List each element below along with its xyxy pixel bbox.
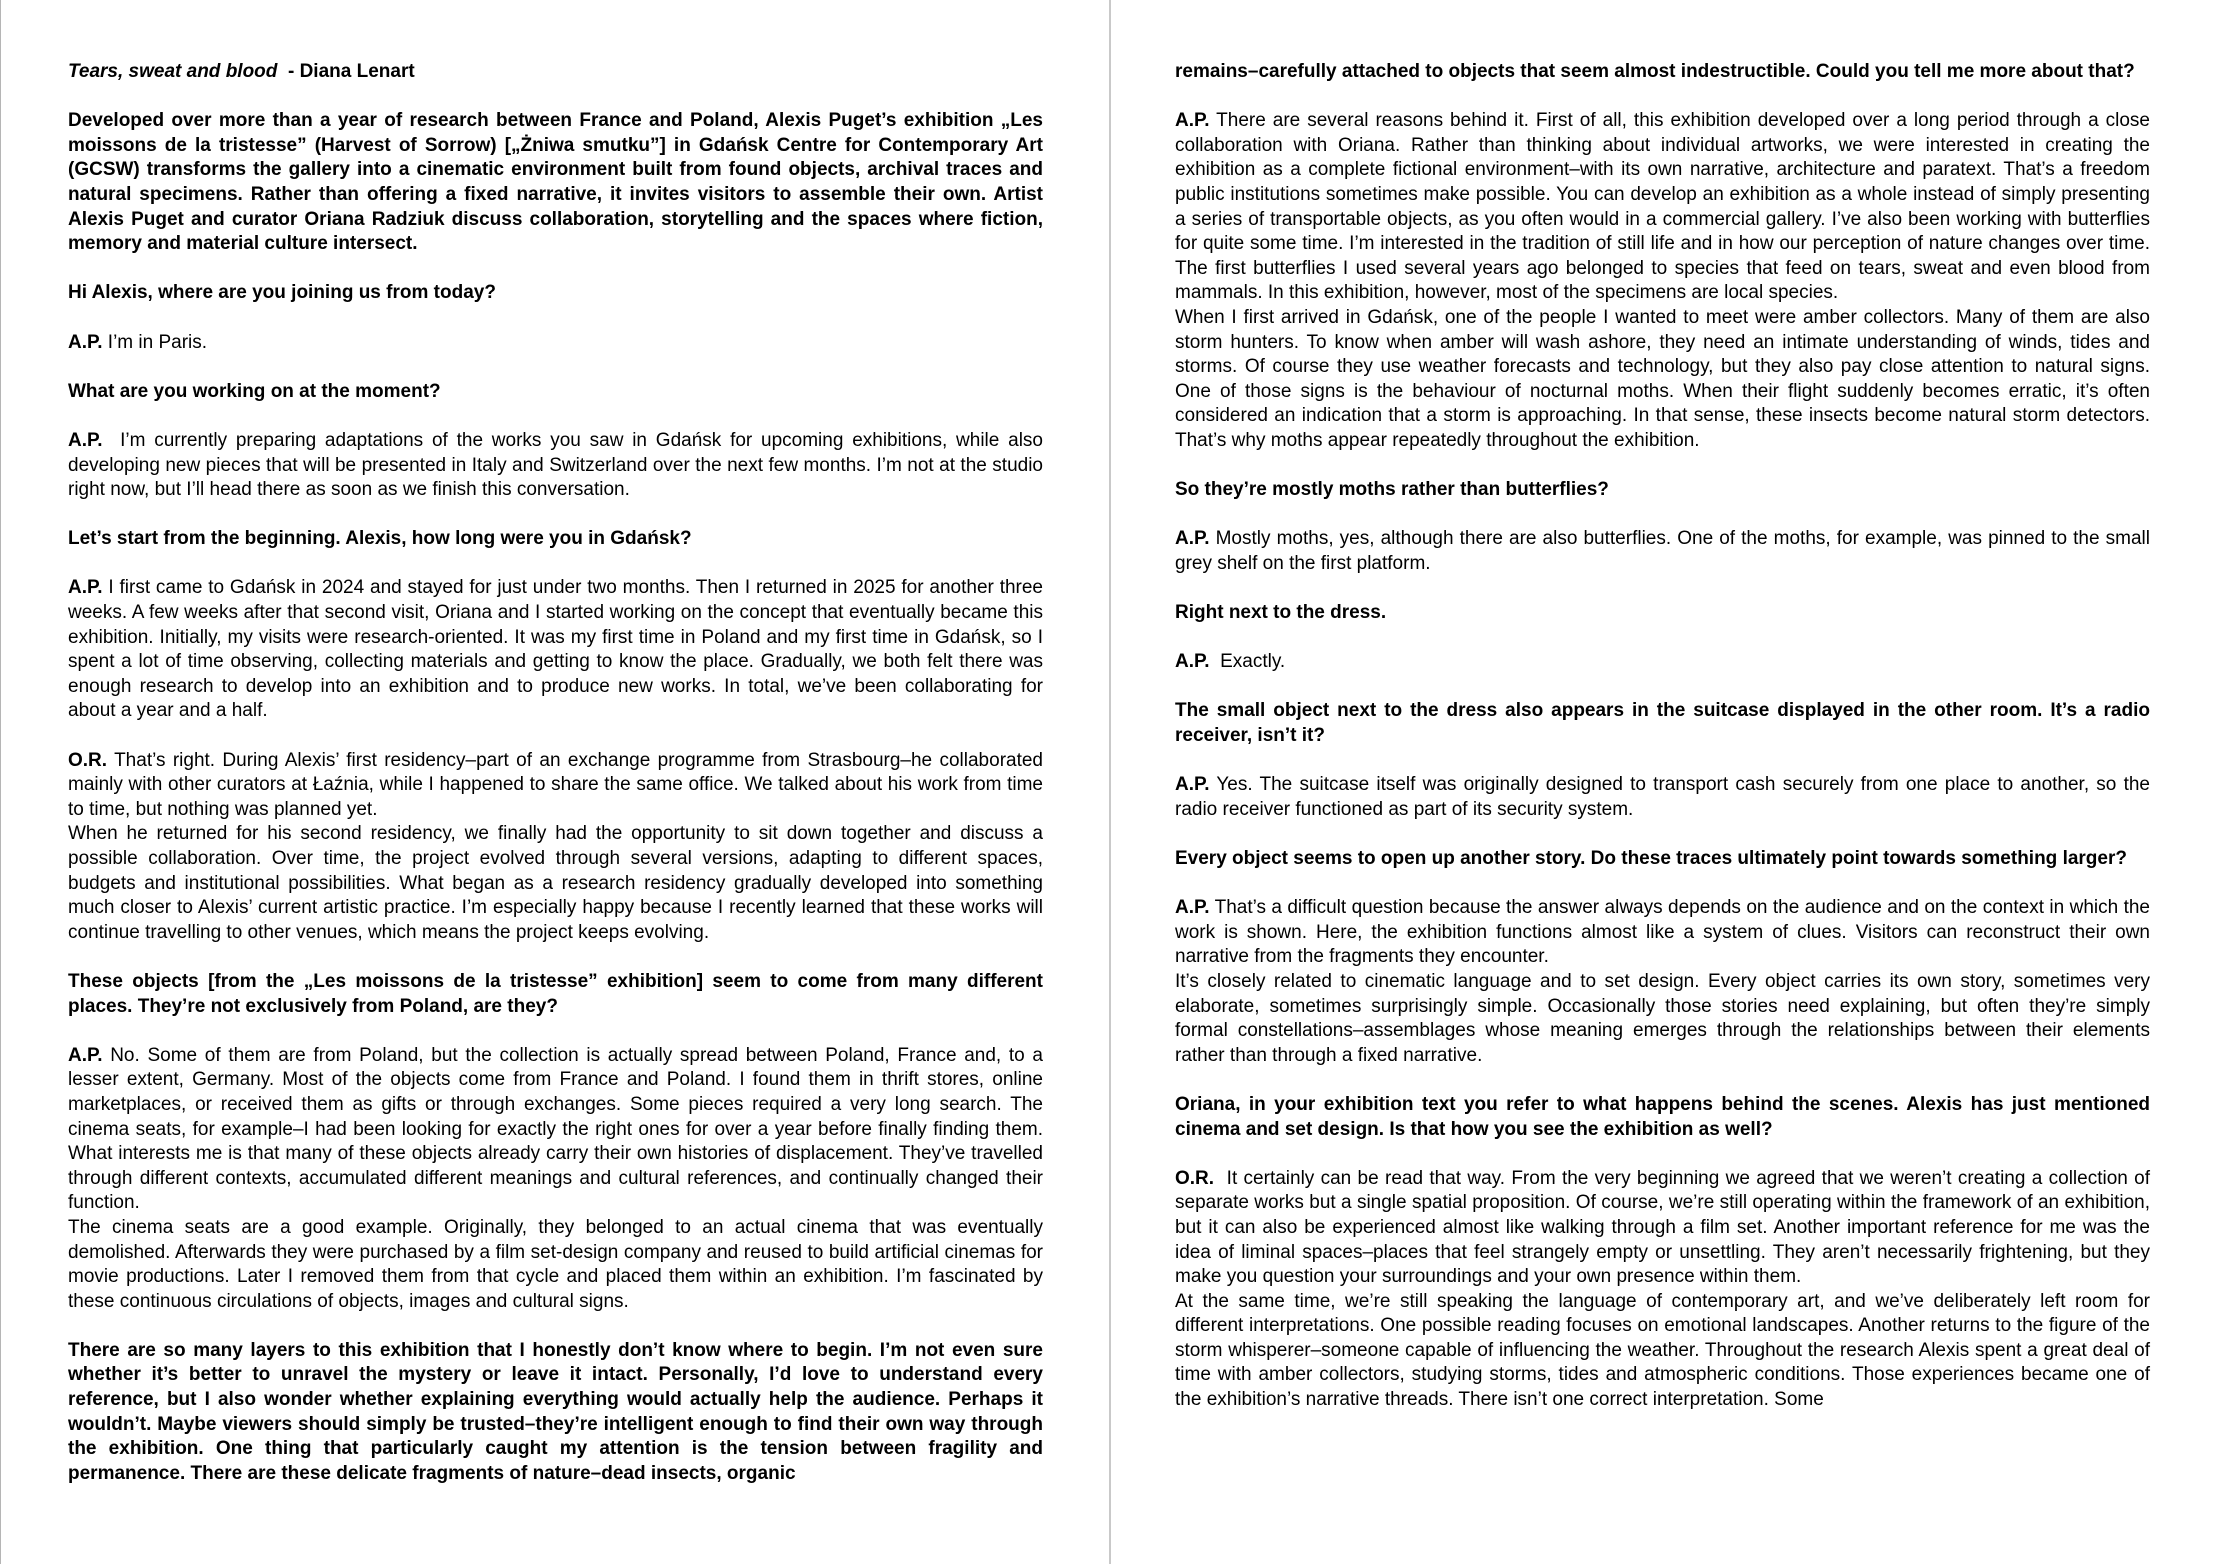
intro-paragraph: Developed over more than a year of research between France and Poland, Alexis Puget’s exhibition „Les moissons de la tristesse” (Harvest of Sorrow) [„Żniwa smutku”] in Gdańsk Centre for Contemporary Art (GCSW) transforms the gallery into a cinematic environment built from found objects, archival traces and natural specimens. Rather than offering a fixed narrative, it invites visitors to assemble their own. Artist Alexis Puget and curator Oriana Radziuk discuss collaboration, storytelling and the spaces where fiction, memory and material culture intersect.: [68, 110, 1043, 255]
answer-9: [1175, 773, 2150, 822]
question-1: Hi Alexis, where are you joining us from today?: [68, 282, 496, 304]
answer-10: [1175, 896, 2150, 970]
question-9: Every object seems to open up another story. Do these traces ultimately point towards something larger?: [1175, 848, 2127, 869]
answer-text: Exactly.: [1209, 651, 1286, 673]
speaker-label: A.P.: [68, 331, 103, 353]
question-4: These objects [from the „Les moissons de la tristesse” exhibition] seem to come from many different places. They’re not exclusively from Poland, are they?: [68, 970, 1043, 1017]
question-6: So they’re mostly moths rather than butterflies?: [1175, 479, 1609, 501]
title-separator: -: [277, 61, 300, 82]
article-author: Diana Lenart: [299, 61, 415, 82]
answer-11: [1175, 1167, 2156, 1290]
answer-5: [68, 1044, 1043, 1216]
answer-text: Mostly moths, yes, although there are also butterflies. One of the moths, for example, was pinned to the small grey shelf on the first platform.: [1175, 528, 2150, 574]
speaker-label: A.P.: [68, 1044, 103, 1066]
article-title-italic: Tears, sweat and blood: [68, 61, 278, 82]
answer-6: [1175, 109, 2150, 306]
answer-10-continued: It’s closely related to cinematic language and to set design. Every object carries its own story, sometimes very elaborate, sometimes surprisingly simple. Occasionally those stories need explaining, but often they’re simply formal constellations–assemblages whose meaning emerges through the relationships between their elements rather than through a fixed narrative.: [1175, 970, 2150, 1066]
question-5: There are so many layers to this exhibition that I honestly don’t know where to begin. I’m not even sure whether it’s better to unravel the mystery or leave it intact. Personally, I’d love to understand every reference, but I also wonder whether explaining everything would actually help the audience. Perhaps it wouldn’t. Maybe viewers should simply be trusted–they’re intelligent enough to find their own way through the exhibition. One thing that particularly caught my attention is the tension between fragility and permanence. There are these delicate fragments of nature–dead insects, organic: [68, 1339, 1043, 1484]
answer-text: I first came to Gdańsk in 2024 and stayed for just under two months. Then I returned in 2025 for another three weeks. A few weeks after that second visit, Oriana and I started working on the concept that eventually became this exhibition. Initially, my visits were research-oriented. It was my first time in Poland and my first time in Gdańsk, so I spent a lot of time observing, collecting materials and getting to know the place. Gradually, we both felt there was enough research to develop into an exhibition and to produce new works. In total, we’ve been collaborating for about a year and a half.: [68, 577, 1043, 722]
speaker-label: A.P.: [1175, 528, 1210, 550]
answer-text: I’m currently preparing adaptations of the works you saw in Gdańsk for upcoming exhibitions, while also developing new pieces that will be presented in Italy and Switzerland over the next few months. I’m not at the studio right now, but I’ll head there as soon as we finish this conversation.: [68, 429, 1049, 501]
speaker-label: A.P.: [1175, 897, 1210, 919]
answer-3: [68, 576, 1043, 724]
speaker-label: A.P.: [68, 429, 103, 451]
question-7: Right next to the dress.: [1175, 602, 1387, 624]
answer-text: That’s a difficult question because the answer always depends on the audience and on the context in which the work is shown. Here, the exhibition functions almost like a system of clues. Visitors can reconstruct their own narrative from the fragments they encounter.: [1175, 897, 2150, 968]
question-3: Let’s start from the beginning. Alexis, how long were you in Gdańsk?: [68, 528, 692, 550]
right-page: [1111, 0, 2214, 1564]
answer-4: [68, 749, 1043, 823]
speaker-label: A.P.: [1175, 651, 1210, 673]
right-column: [1175, 60, 2156, 1413]
answer-11-continued: At the same time, we’re still speaking the language of contemporary art, and we’ve deliberately left room for different interpretations. One possible reading focuses on emotional landscapes. Another returns to the figure of the storm whisperer–someone capable of influencing the weather. Throughout the research Alexis spent a great deal of time with amber collectors, studying storms, tides and atmospheric conditions. Those experiences became one of the exhibition’s narrative threads. There isn’t one correct interpretation. Some: [1175, 1290, 2150, 1411]
answer-8: [1175, 650, 2150, 675]
speaker-label: A.P.: [1175, 774, 1210, 796]
answer-6-continued: When I first arrived in Gdańsk, one of the people I wanted to meet were amber collectors. Many of them are also storm hunters. To know when amber will wash ashore, they need an intimate understanding of winds, tides and storms. Of course they use weather forecasts and technology, but they also pay close attention to natural signs. One of those signs is the behaviour of nocturnal moths. When their flight suddenly becomes erratic, it’s often considered an indication that a storm is approaching. In that sense, these insects become natural storm detectors. That’s why moths appear repeatedly throughout the exhibition.: [1175, 306, 2150, 451]
question-5-continued: remains–carefully attached to objects that seem almost indestructible. Could you tell me more about that?: [1175, 61, 2135, 82]
question-2: What are you working on at the moment?: [68, 380, 441, 402]
speaker-label: O.R.: [1175, 1167, 1215, 1189]
question-10: Oriana, in your exhibition text you refer to what happens behind the scenes. Alexis has just mentioned cinema and set design. Is that how you see the exhibition as well?: [1175, 1093, 2150, 1140]
answer-2: [68, 429, 1049, 503]
answer-5-continued: The cinema seats are a good example. Originally, they belonged to an actual cinema that was eventually demolished. Afterwards they were purchased by a film set-design company and reused to build artificial cinemas for movie productions. Later I removed them from that cycle and placed them within an exhibition. I’m fascinated by these continuous circulations of objects, images and cultural signs.: [68, 1216, 1043, 1312]
answer-text: Yes. The suitcase itself was originally designed to transport cash securely from one place to another, so the radio receiver functioned as part of its security system.: [1175, 774, 2150, 820]
answer-1: [68, 331, 1043, 356]
answer-text: It certainly can be read that way. From the very beginning we agreed that we weren’t creating a collection of separate works but a single spatial proposition. Of course, we’re still operating within the framework of an exhibition, but it can also be experienced almost like walking through a film set. Another important reference for me was the idea of liminal spaces–places that feel strangely empty or unsettling. They aren’t necessarily frightening, but they make you question your surroundings and your own presence within them.: [1175, 1167, 2156, 1288]
answer-text: That’s right. During Alexis’ first residency–part of an exchange programme from Strasbourg–he collaborated mainly with other curators at Łaźnia, while I happened to share the same office. We talked about his work from time to time, but nothing was planned yet.: [68, 749, 1043, 820]
answer-text: No. Some of them are from Poland, but the collection is actually spread between Poland, France and, to a lesser extent, Germany. Most of the objects come from France and Poland. I found them in thrift stores, online marketplaces, or received them as gifts or through exchanges. Some pieces required a very long search. The cinema seats, for example–I had been looking for exactly the right ones for over a year before finally finding them. What interests me is that many of these objects already carry their own histories of displacement. They’ve travelled through different contexts, accumulated different meanings and cultural references, and continually changed their function.: [68, 1044, 1043, 1214]
answer-4-continued: When he returned for his second residency, we finally had the opportunity to sit down together and discuss a possible collaboration. Over time, the project evolved through several versions, adapting to different spaces, budgets and institutional possibilities. What began as a research residency gradually developed into something much closer to Alexis’ current artistic practice. I’m especially happy because I recently learned that these works will continue travelling to other venues, which means the project keeps evolving.: [68, 823, 1043, 943]
answer-7: [1175, 527, 2150, 576]
question-8: The small object next to the dress also appears in the suitcase displayed in the other room. It’s a radio receiver, isn’t it?: [1175, 700, 2150, 747]
speaker-label: A.P.: [1175, 110, 1210, 132]
answer-text: There are several reasons behind it. First of all, this exhibition developed over a long period through a close collaboration with Oriana. Rather than thinking about individual artworks, we were interested in creating the exhibition as a complete fictional environment–with its own narrative, architecture and paratext. That’s a freedom public institutions sometimes make possible. You can develop an exhibition as a whole instead of simply presenting a series of transportable objects, as you often would in a commercial gallery. I’ve also been working with butterflies for quite some time. I’m interested in the tradition of still life and in how our perception of nature changes over time. The first butterflies I used several years ago belonged to species that feed on tears, sweat and even blood from mammals. In this exhibition, however, most of the specimens are local species.: [1175, 110, 2150, 304]
speaker-label: A.P.: [68, 577, 103, 599]
answer-text: I’m in Paris.: [102, 331, 208, 353]
speaker-label: O.R.: [68, 749, 108, 771]
article-title: [68, 60, 1043, 85]
left-column: [68, 60, 1049, 1486]
